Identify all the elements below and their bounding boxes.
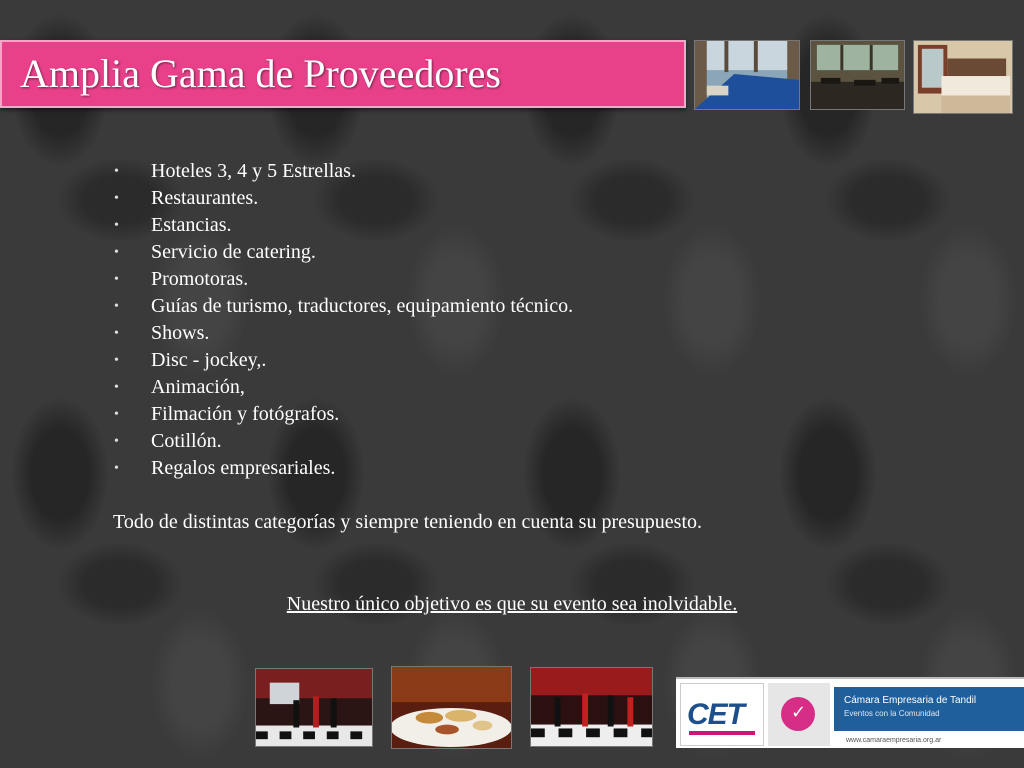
budget-note: Todo de distintas categorías y siempre teniendo en cuenta su presupuesto.	[113, 511, 702, 533]
slide-title: Amplia Gama de Proveedores	[20, 51, 501, 96]
organization-tagline: Eventos con la Comunidad	[844, 709, 940, 718]
pool-photo	[694, 40, 800, 110]
bullet-icon: •	[114, 461, 119, 476]
list-item: • Guías de turismo, traductores, equipamiento técnico.	[110, 293, 573, 320]
list-item: • Restaurantes.	[110, 185, 573, 212]
list-item: • Servicio de catering.	[110, 239, 573, 266]
organization-name: Cámara Empresaria de Tandil	[844, 695, 977, 706]
cet-logo-underline	[689, 731, 755, 735]
bullet-icon: •	[114, 245, 119, 260]
list-item: • Filmación y fotógrafos.	[110, 401, 573, 428]
bullet-icon: •	[114, 299, 119, 314]
bullet-icon: •	[114, 191, 119, 206]
title-banner	[0, 40, 686, 108]
list-item: • Regalos empresariales.	[110, 455, 573, 482]
bullet-icon: •	[114, 407, 119, 422]
list-item: • Animación,	[110, 374, 573, 401]
bullet-icon: •	[114, 380, 119, 395]
list-item: • Shows.	[110, 320, 573, 347]
provider-list	[110, 158, 573, 482]
bullet-icon: •	[114, 326, 119, 341]
goal-statement: Nuestro único objetivo es que su evento sea inolvidable.	[286, 593, 738, 615]
list-item: • Promotoras.	[110, 266, 573, 293]
logo-name-panel	[834, 687, 1024, 731]
cet-logo	[676, 677, 1024, 748]
bullet-icon: •	[114, 434, 119, 449]
badge-icon	[768, 683, 830, 746]
bullet-icon: •	[114, 164, 119, 179]
bullet-icon: •	[114, 272, 119, 287]
check-icon: ✓	[791, 702, 807, 723]
list-item: • Estancias.	[110, 212, 573, 239]
bullet-icon: •	[114, 218, 119, 233]
bullet-icon: •	[114, 353, 119, 368]
restaurant-photo	[810, 40, 905, 110]
list-item: • Disc - jockey,.	[110, 347, 573, 374]
list-item: • Hoteles 3, 4 y 5 Estrellas.	[110, 158, 573, 185]
list-item: • Cotillón.	[110, 428, 573, 455]
bedroom-photo	[913, 40, 1013, 114]
cet-logo-text: CET	[687, 698, 744, 731]
catering-photo	[391, 666, 512, 749]
organization-url: www.camaraempresaria.org.ar	[846, 737, 942, 744]
cet-logo-mark	[680, 683, 764, 746]
dance-floor-photo	[530, 667, 653, 747]
dance-show-photo	[255, 668, 373, 747]
